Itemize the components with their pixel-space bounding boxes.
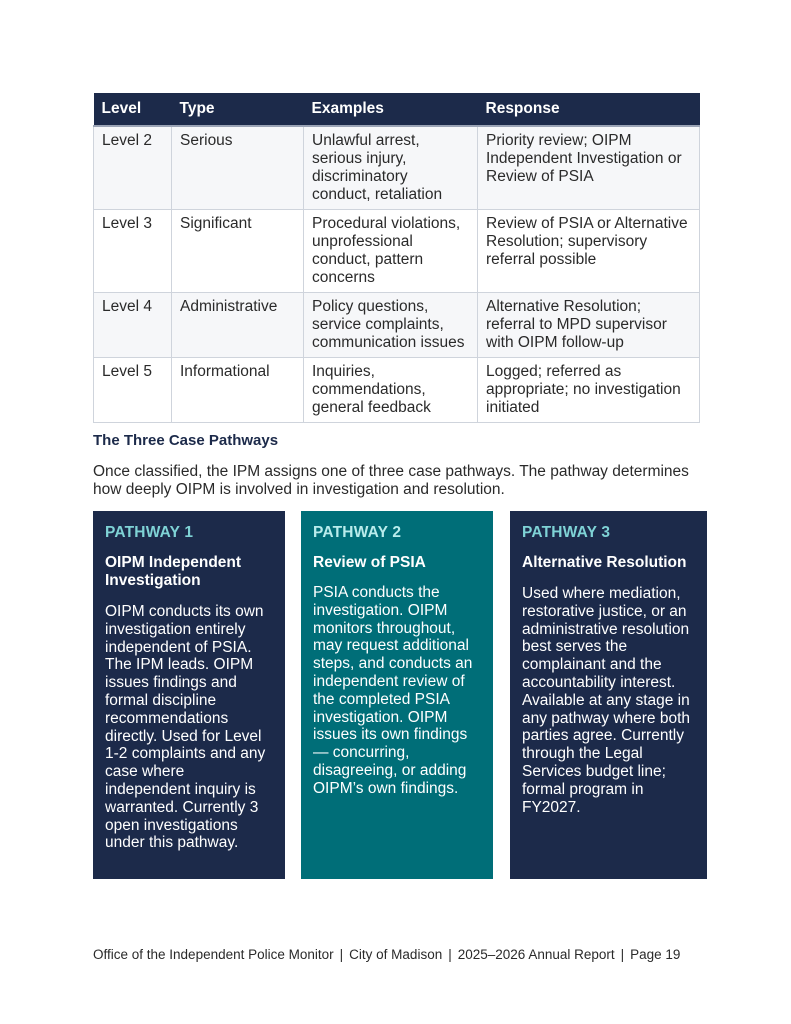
table-row [94,210,700,293]
cell-level: Level 2 [94,126,172,210]
table-row [94,293,700,358]
cell-level: Level 3 [94,210,172,293]
intro-paragraph: Once classified, the IPM assigns one of three case pathways. The pathway determines how deeply OIPM is involved in investigation and resolution. [93,463,689,498]
pathway-description: Used where mediation, restorative justice, or an administrative resolution best serves the complainant and the accountability interest. Available at any stage in any pathway where both parties agree. Currently through the Legal Services budget line; formal program in FY2027. [522,585,691,816]
section-heading: The Three Case Pathways [93,432,279,449]
cell-type: Informational [172,358,304,423]
footer-office: Office of the Independent Police Monitor [93,947,334,962]
cell-level: Level 4 [94,293,172,358]
cell-examples: Policy questions, service complaints, communication issues [304,293,478,358]
header-examples: Examples [304,93,478,126]
cell-level: Level 5 [94,358,172,423]
pathway-card-3 [510,511,707,879]
complaint-level-table [93,93,700,423]
cell-type: Serious [172,126,304,210]
table-header-row [94,93,700,126]
cell-response: Priority review; OIPM Independent Investigation or Review of PSIA [478,126,700,210]
pathway-card-2 [301,511,493,879]
header-level: Level [94,93,172,126]
header-type: Type [172,93,304,126]
footer-separator: | [448,947,452,962]
cell-examples: Inquiries, commendations, general feedback [304,358,478,423]
pathway-description: OIPM conducts its own investigation entirely independent of PSIA. The IPM leads. OIPM issues findings and formal discipline recommendations directly. Used for Level 1-2 complaints and any case where independent inquiry is warranted. Currently 3 open investigations under this pathway. [105,603,266,852]
cell-examples: Procedural violations, unprofessional conduct, pattern concerns [304,210,478,293]
cell-examples: Unlawful arrest, serious injury, discriminatory conduct, retaliation [304,126,478,210]
footer-report: 2025–2026 Annual Report [457,947,615,962]
pathway-card-1 [93,511,285,879]
page-footer [93,947,680,962]
pathway-number: PATHWAY 1 [105,524,194,541]
pathway-number: PATHWAY 3 [522,524,611,541]
pathway-title: OIPM Independent Investigation [105,554,242,589]
pathway-title: Review of PSIA [313,554,426,571]
pathway-title: Alternative Resolution [522,554,687,571]
footer-separator: | [339,947,344,962]
footer-city: City of Madison [349,947,443,962]
table-row [94,358,700,423]
pathway-description: PSIA conducts the investigation. OIPM monitors throughout, may request additional steps, and conducts an independent review of the completed PSIA investigation. OIPM issues its own findings — concurring, disagreeing, or adding OIPM’s own findings. [313,584,473,797]
footer-separator: | [620,947,625,962]
footer-page-number: Page 19 [630,947,681,962]
header-response: Response [478,93,700,126]
table-row [94,126,700,210]
pathway-number: PATHWAY 2 [313,524,402,541]
cell-type: Administrative [172,293,304,358]
cell-response: Logged; referred as appropriate; no investigation initiated [478,358,700,423]
cell-response: Review of PSIA or Alternative Resolution; supervisory referral possible [478,210,700,293]
cell-response: Alternative Resolution; referral to MPD supervisor with OIPM follow-up [478,293,700,358]
cell-type: Significant [172,210,304,293]
